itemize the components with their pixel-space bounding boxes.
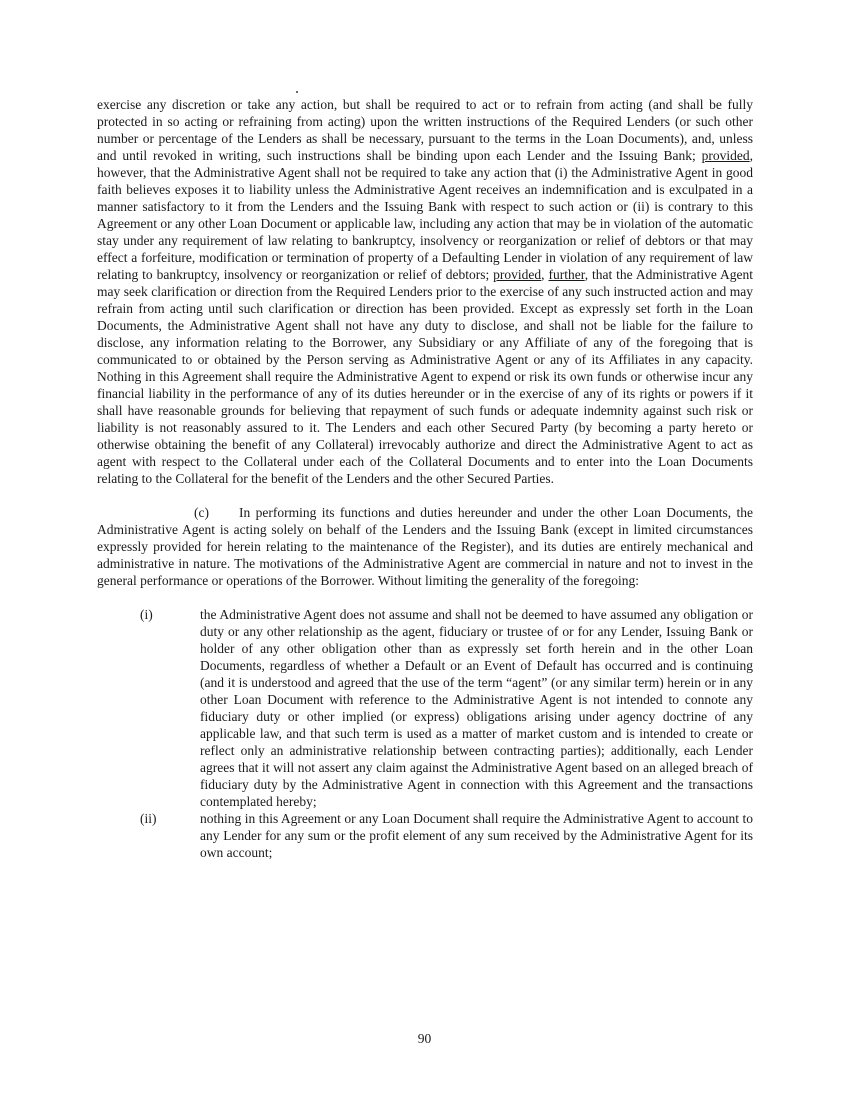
paragraph-segment: , that the Administrative Agent may seek clarification or direction from the Required Lenders prior to the exercise of any such instructed action and may refrain from acting until such clarification or direction has been provided. Except as expressly set forth in the Loan Documents, the Administrative Agent shall not have any duty to disclose, and shall not be liable for the failure to disclose, any information relating to the Borrower, any Subsidiary or any Affiliate of any of the foregoing that is communicated to or obtained by the Person serving as Administrative Agent or any of its Affiliates in any capacity. Nothing in this Agreement shall require the Administrative Agent to expend or risk its own funds or otherwise incur any financial liability in the performance of any of its duties hereunder or in the exercise of any of its rights or powers if it shall have reasonable grounds for believing that repayment of such funds or adequate indemnity against such risk or liability is not reasonably assured to it. The Lenders and each other Secured Party (by becoming a party hereto or otherwise obtaining the benefit of any Collateral) irrevocably authorize and direct the Administrative Agent to act as agent with respect to the Collateral under each of the Collateral Documents and to enter into the Loan Documents relating to the Collateral for the benefit of the Lenders and the other Secured Parties.	[97, 267, 754, 486]
paragraph-c	[97, 504, 753, 589]
paragraph-c-label: (c)	[194, 505, 209, 520]
text-block	[97, 96, 753, 861]
page-number: 90	[417, 1031, 432, 1046]
paragraph-segment: exercise any discretion or take any action, but shall be required to act or to refrain from acting (and shall be fully protected in so acting or refraining from acting) upon the written instructions of the Required Lenders (or such other number or percentage of the Lenders as shall be necessary, pursuant to the terms in the Loan Documents), and, unless and until revoked in writing, such instructions shall be binding upon each Lender and the Issuing Bank;	[97, 97, 753, 163]
paragraph-segment: , however, that the Administrative Agent shall not be required to take any action that (i) the Administrative Agent in good faith believes exposes it to liability unless the Administrative Agent receives an indemnification and is exculpated in a manner satisfactory to it from the Lenders and the Issuing Bank with respect to such action or (ii) is contrary to this Agreement or any other Loan Document or applicable law, including any action that may be in violation of the automatic stay under any requirement of law relating to bankruptcy, insolvency or reorganization or relief of debtors or that may effect a forfeiture, modification or termination of property of a Defaulting Lender in violation of any requirement of law relating to bankruptcy, insolvency or reorganization or relief of debtors;	[97, 148, 753, 282]
list-item-ii	[97, 810, 753, 861]
paragraph-c-text: In performing its functions and duties hereunder and under the other Loan Documents, the Administrative Agent is acting solely on behalf of the Lenders and the Issuing Bank (except in limited circumstances expressly provided for herein relating to the maintenance of the Register), and its duties are entirely mechanical and administrative in nature. The motivations of the Administrative Agent are commercial in nature and not to invest in the general performance or operations of the Borrower. Without limiting the generality of the foregoing:	[97, 505, 753, 588]
underlined-term-further: further	[548, 267, 585, 282]
scan-artifact-dot	[296, 91, 298, 93]
list-item-i	[97, 606, 753, 810]
underlined-term-provided: provided	[493, 267, 542, 282]
body-paragraph-continuation	[97, 96, 753, 487]
list-item-label: (i)	[140, 607, 153, 622]
list-item-text: the Administrative Agent does not assume and shall not be deemed to have assumed any obligation or duty or any other relationship as the agent, fiduciary or trustee of or for any Lender, Issuing Bank or holder of any other obligation other than as expressly set forth herein and in the other Loan Documents, regardless of whether a Default or an Event of Default has occurred and is continuing (and it is understood and agreed that the use of the term “agent” (or any similar term) herein or in any other Loan Document with reference to the Administrative Agent is not intended to connote any fiduciary duty or other implied (or express) obligations arising under agency doctrine of any applicable law, and that such term is used as a matter of market custom and is intended to create or reflect only an administrative relationship between contracting parties); additionally, each Lender agrees that it will not assert any claim against the Administrative Agent based on an alleged breach of fiduciary duty by the Administrative Agent in connection with this Agreement and the transactions contemplated hereby;	[200, 607, 753, 809]
list-item-text: nothing in this Agreement or any Loan Document shall require the Administrative Agent to account to any Lender for any sum or the profit element of any sum received by the Administrative Agent for its own account;	[200, 811, 753, 860]
list-item-label: (ii)	[140, 811, 157, 826]
underlined-term-provided: provided	[701, 148, 750, 163]
numbered-list	[97, 606, 753, 861]
paragraph-segment: ,	[541, 267, 549, 282]
